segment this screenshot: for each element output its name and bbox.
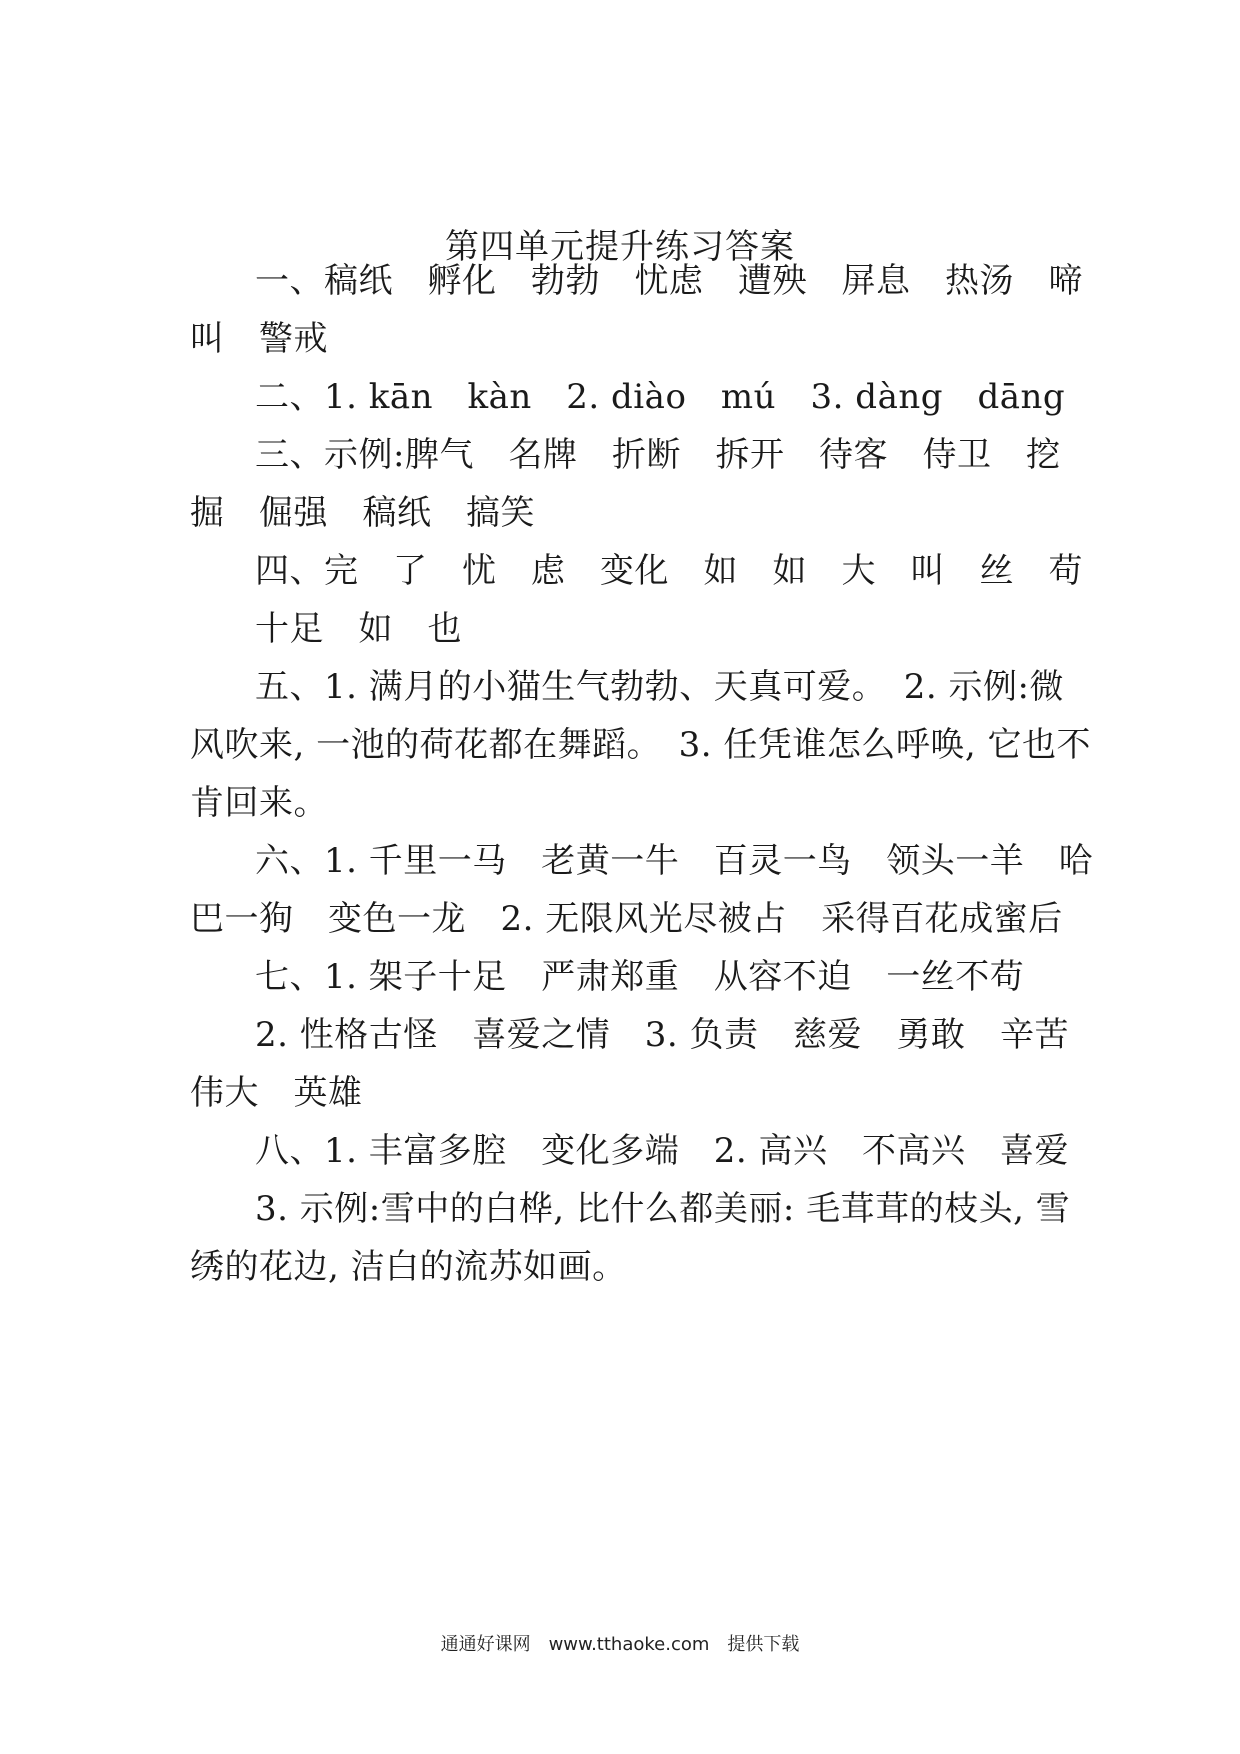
footer-credit: 通通好课网 www.tthaoke.com 提供下载 <box>440 1634 800 1655</box>
answer-line-5: 掘 倔强 稿纸 搞笑 <box>190 493 535 533</box>
answer-line-15: 伟大 英雄 <box>190 1073 363 1113</box>
answer-line-2: 叫 警戒 <box>190 319 328 359</box>
answer-line-12: 巴一狗 变色一龙 2. 无限风光尽被占 采得百花成蜜后 <box>190 899 1063 939</box>
answer-line-6: 四、完 了 忧 虑 变化 如 如 大 叫 丝 苟 <box>255 551 1083 591</box>
answer-line-16: 八、1. 丰富多腔 变化多端 2. 高兴 不高兴 喜爱 <box>255 1131 1069 1171</box>
answer-line-14: 2. 性格古怪 喜爱之情 3. 负责 慈爱 勇敢 辛苦 <box>255 1015 1069 1055</box>
answer-line-4: 三、示例:脾气 名牌 折断 拆开 待客 侍卫 挖 <box>255 435 1061 475</box>
answer-line-7: 十足 如 也 <box>255 609 462 649</box>
answer-line-11: 六、1. 千里一马 老黄一牛 百灵一鸟 领头一羊 哈 <box>255 841 1094 881</box>
answer-line-10: 肯回来。 <box>190 783 328 823</box>
answer-line-9: 风吹来, 一池的荷花都在舞蹈。 3. 任凭谁怎么呼唤, 它也不 <box>190 725 1091 765</box>
answer-line-13: 七、1. 架子十足 严肃郑重 从容不迫 一丝不苟 <box>255 957 1025 997</box>
answer-line-17: 3. 示例:雪中的白桦, 比什么都美丽: 毛茸茸的枝头, 雪 <box>255 1189 1071 1229</box>
answer-line-1: 一、稿纸 孵化 勃勃 忧虑 遭殃 屏息 热汤 啼 <box>255 261 1083 301</box>
page-title: 第四单元提升练习答案 <box>445 227 795 267</box>
answer-line-18: 绣的花边, 洁白的流苏如画。 <box>190 1247 627 1287</box>
answer-line-8: 五、1. 满月的小猫生气勃勃、天真可爱。 2. 示例:微 <box>255 667 1064 707</box>
answer-line-3: 二、1. kān kàn 2. diào mú 3. dàng dāng <box>255 377 1066 417</box>
